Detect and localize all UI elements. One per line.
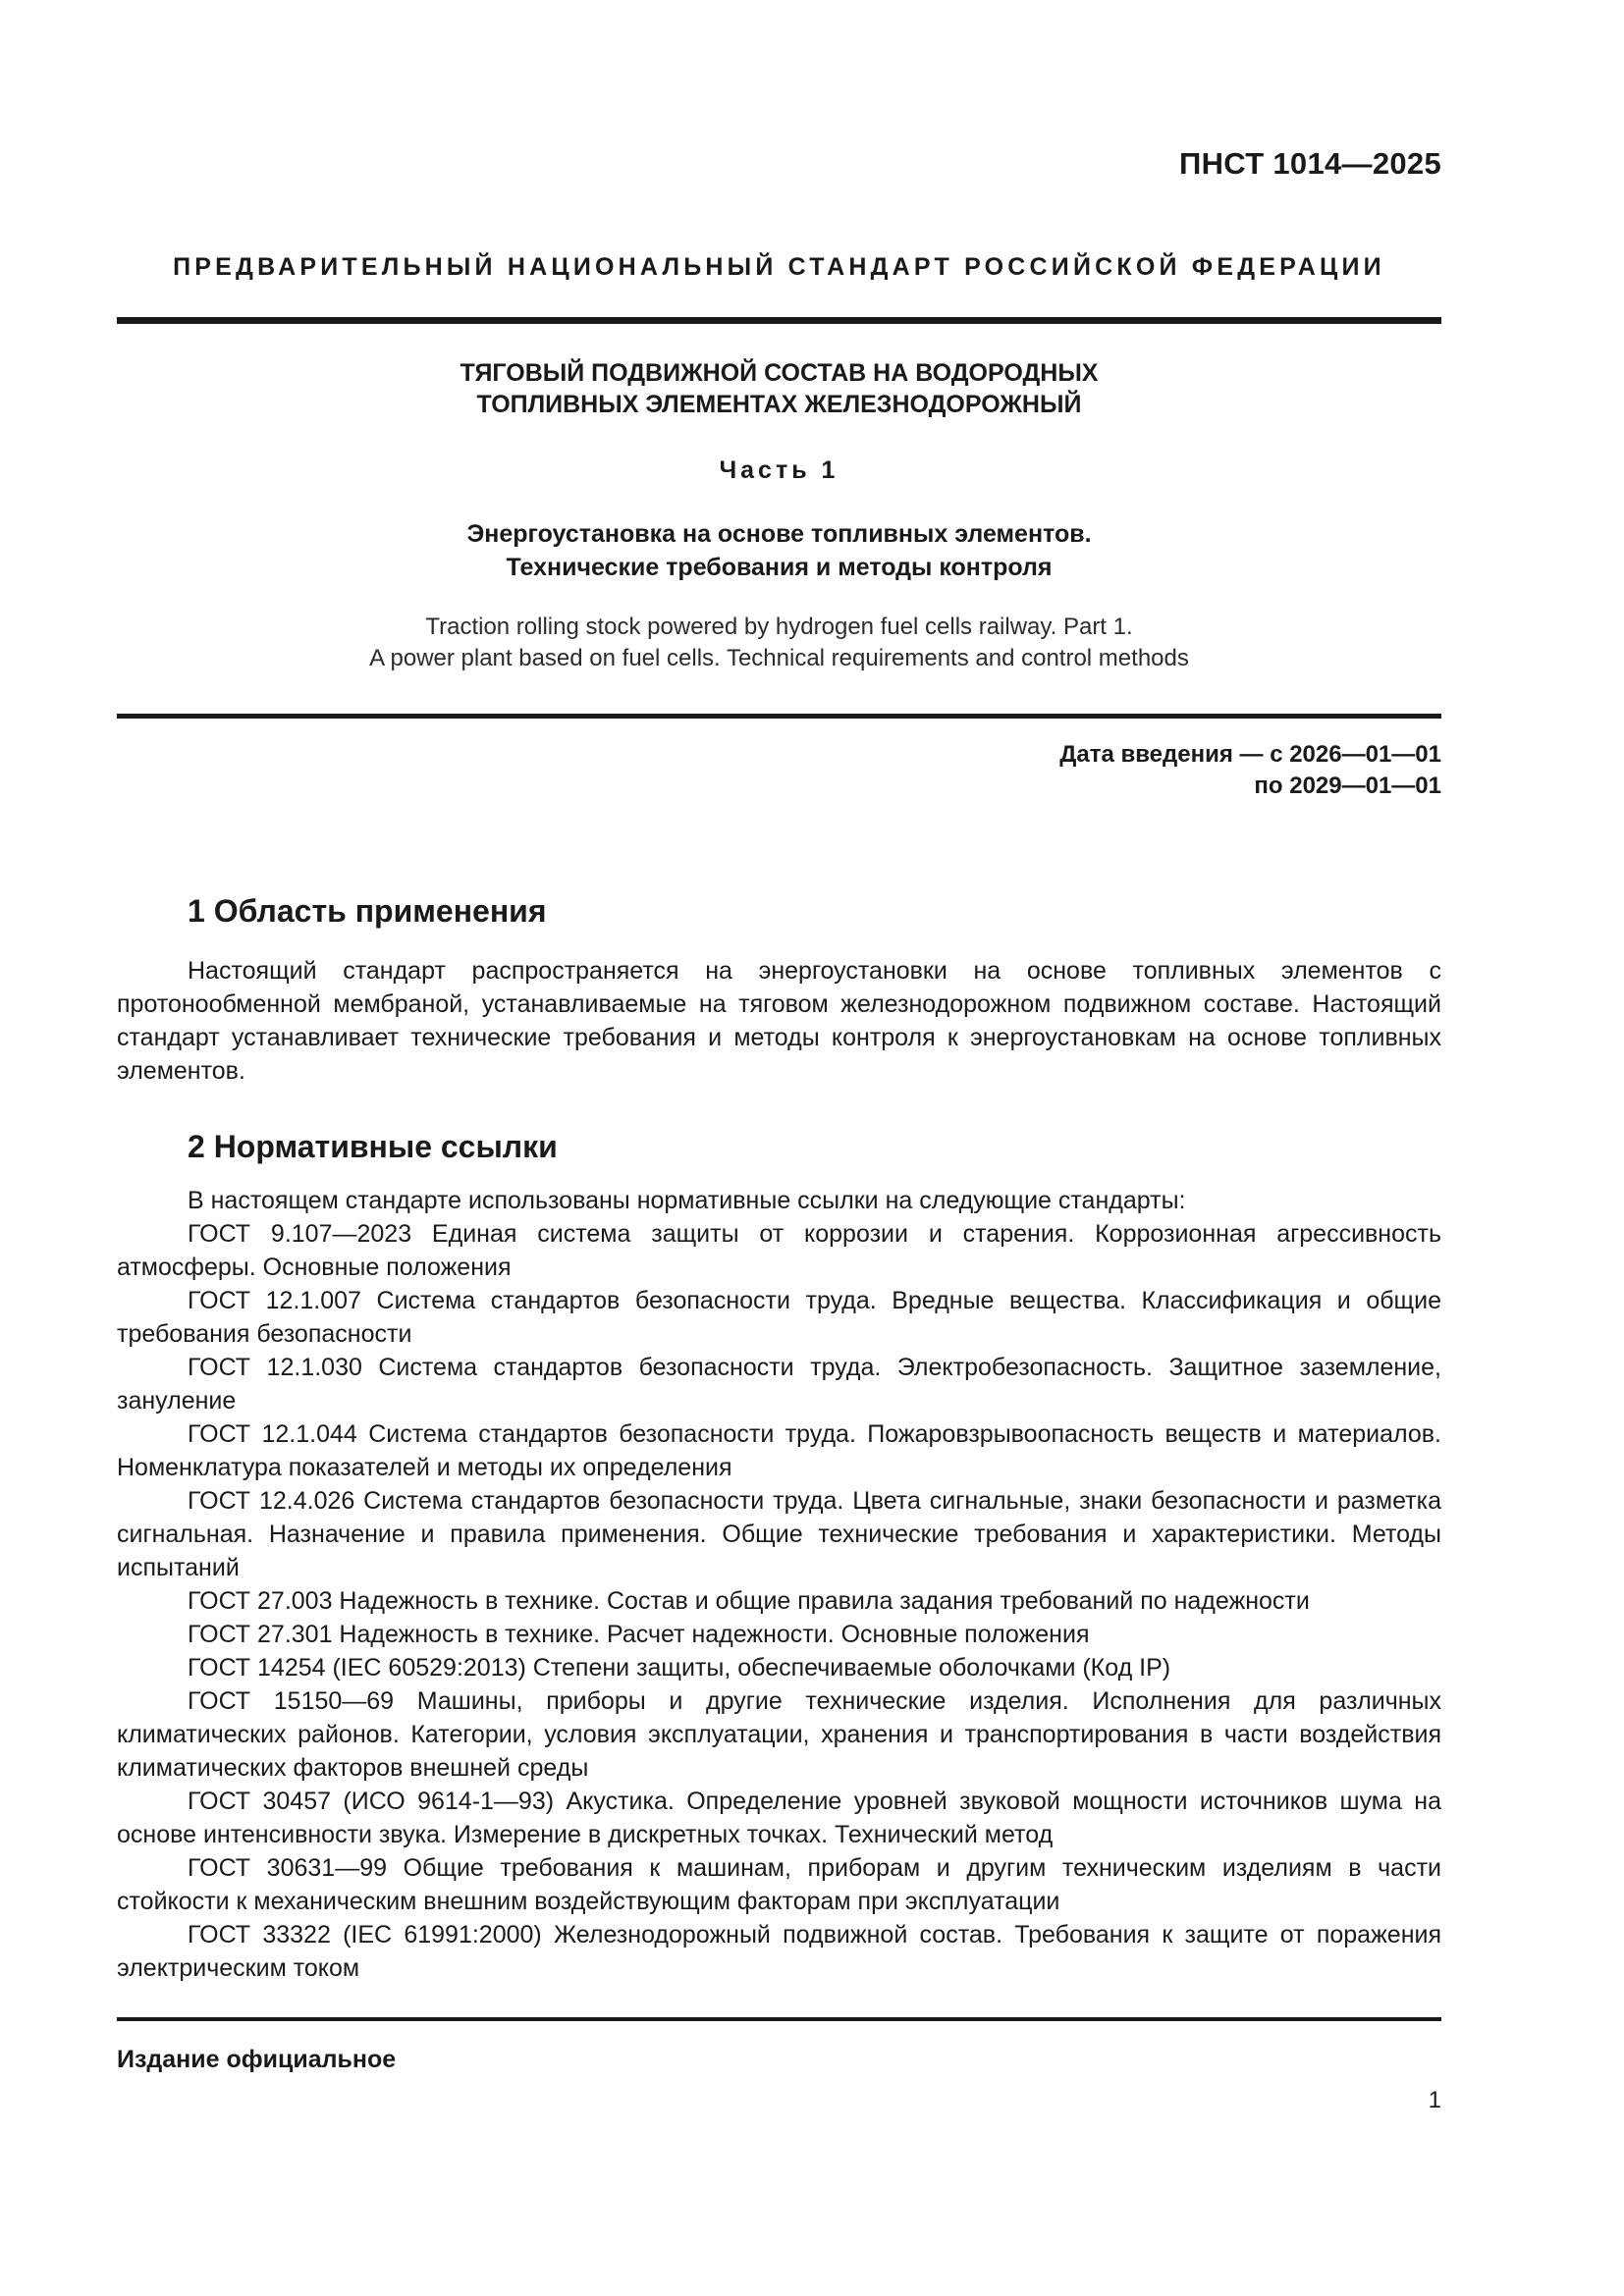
introduction-date <box>1059 739 1441 802</box>
normative-reference: ГОСТ 12.1.007 Система стандартов безопасности труда. Вредные вещества. Классификация и общие требования безопасности <box>117 1287 1441 1348</box>
subtitle-line-1: Энергоустановка на основе топливных элементов. <box>466 520 1092 548</box>
normative-reference: ГОСТ 27.003 Надежность в технике. Состав и общие правила задания требований по надежности <box>188 1587 1310 1615</box>
standard-type: ПРЕДВАРИТЕЛЬНЫЙ НАЦИОНАЛЬНЫЙ СТАНДАРТ РОССИЙСКОЙ ФЕДЕРАЦИИ <box>173 253 1385 281</box>
normative-reference: ГОСТ 14254 (IEC 60529:2013) Степени защиты, обеспечиваемые оболочками (Код IP) <box>188 1654 1171 1682</box>
normative-reference: ГОСТ 12.1.044 Система стандартов безопасности труда. Пожаровзрывоопасность веществ и материалов. Номенклатура показателей и методы их определения <box>117 1420 1441 1481</box>
document-title <box>117 357 1441 420</box>
normative-reference: ГОСТ 12.4.026 Система стандартов безопасности труда. Цвета сигнальные, знаки безопасности и разметка сигнальная. Назначение и правила применения. Общие технические требования и характеристики. Методы испытаний <box>117 1487 1441 1581</box>
english-title-line-1: Traction rolling stock powered by hydrogen fuel cells railway. Part 1. <box>425 614 1133 640</box>
normative-reference: ГОСТ 12.1.030 Система стандартов безопасности труда. Электробезопасность. Защитное заземление, зануление <box>117 1354 1441 1415</box>
subtitle-line-2: Технические требования и методы контроля <box>506 554 1053 581</box>
footer-rule <box>117 2017 1441 2021</box>
title-line-2: ТОПЛИВНЫХ ЭЛЕМЕНТАХ ЖЕЛЕЗНОДОРОЖНЫЙ <box>476 391 1082 418</box>
part-label: Часть 1 <box>719 456 839 484</box>
document-code: ПНСТ 1014—2025 <box>1179 146 1441 181</box>
title-line-1: ТЯГОВЫЙ ПОДВИЖНОЙ СОСТАВ НА ВОДОРОДНЫХ <box>460 359 1099 387</box>
section-1-paragraph: Настоящий стандарт распространяется на энергоустановки на основе топливных элементов с протонообменной мембраной, устанавливаемые на тяговом железнодорожном подвижном составе. Настоящий стандарт устанавливает технические требования и методы контроля к энергоустановкам на основе топливных элементов. <box>117 957 1441 1085</box>
section-1-heading: 1 Область применения <box>188 893 547 929</box>
introduction-date-line-2: по 2029—01—01 <box>1254 773 1441 799</box>
normative-reference: ГОСТ 27.301 Надежность в технике. Расчет надежности. Основные положения <box>188 1621 1090 1648</box>
section-2-intro: В настоящем стандарте использованы нормативные ссылки на следующие стандарты: <box>188 1187 1186 1214</box>
normative-reference: ГОСТ 33322 (IEC 61991:2000) Железнодорожный подвижной состав. Требования к защите от поражения электрическим током <box>117 1921 1441 1982</box>
page-number: 1 <box>1428 2087 1441 2113</box>
english-title-line-2: A power plant based on fuel cells. Technical requirements and control methods <box>369 645 1189 671</box>
title-rule <box>117 714 1441 719</box>
official-edition-label: Издание официальное <box>117 2046 397 2073</box>
english-title <box>117 612 1441 674</box>
normative-reference: ГОСТ 15150—69 Машины, приборы и другие технические изделия. Исполнения для различных климатических районов. Категории, условия эксплуатации, хранения и транспортирования в части воздействия климатических факторов внешней среды <box>117 1687 1441 1782</box>
section-2-body <box>117 1184 1441 1985</box>
introduction-date-line-1: Дата введения — с 2026—01—01 <box>1059 741 1441 768</box>
normative-reference: ГОСТ 9.107—2023 Единая система защиты от коррозии и старения. Коррозионная агрессивность атмосферы. Основные положения <box>117 1220 1441 1281</box>
section-1-body <box>117 954 1441 1088</box>
section-2-heading: 2 Нормативные ссылки <box>188 1129 558 1164</box>
normative-reference: ГОСТ 30631—99 Общие требования к машинам, приборам и другим техническим изделиям в части стойкости к механическим внешним воздействующим факторам при эксплуатации <box>117 1854 1441 1915</box>
document-subtitle <box>117 517 1441 584</box>
header-rule <box>117 317 1441 324</box>
normative-reference: ГОСТ 30457 (ИСО 9614-1—93) Акустика. Определение уровней звуковой мощности источников шума на основе интенсивности звука. Измерение в дискретных точках. Технический метод <box>117 1788 1441 1848</box>
